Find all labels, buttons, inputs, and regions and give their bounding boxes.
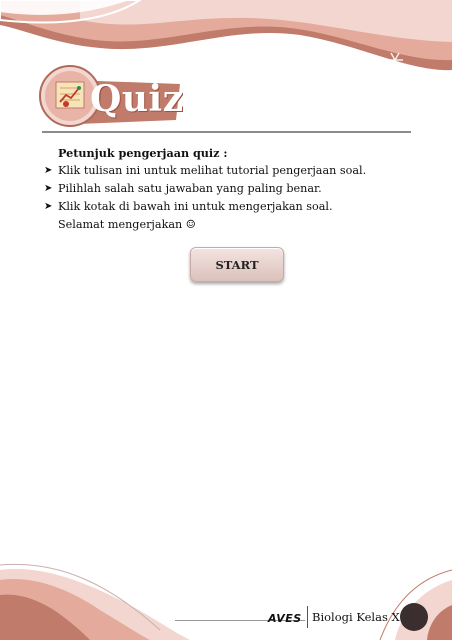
start-button[interactable]: START xyxy=(190,247,284,282)
arrow-right-icon: ➤ xyxy=(44,183,53,194)
arrow-right-icon: ➤ xyxy=(44,165,53,176)
footer-dot xyxy=(400,603,428,631)
instructions-heading: Petunjuk pengerjaan quiz : xyxy=(58,146,228,160)
list-item[interactable] xyxy=(44,163,424,178)
tutorial-link[interactable]: Klik tulisan ini untuk melihat tutorial pengerjaan soal. xyxy=(58,164,367,177)
closing-text: Selamat mengerjakan ☺ xyxy=(58,218,196,231)
list-item xyxy=(44,199,424,214)
header-divider xyxy=(42,131,411,133)
instructions-list xyxy=(44,163,424,214)
arrow-right-icon: ➤ xyxy=(44,201,53,212)
chart-icon xyxy=(56,82,84,108)
page-title: Quiz xyxy=(90,78,184,120)
instructions-block xyxy=(44,146,424,232)
footer-separator xyxy=(307,606,308,628)
footer-subject: Biologi Kelas X xyxy=(312,610,400,624)
list-item-text: Klik kotak di bawah ini untuk mengerjakan soal. xyxy=(58,200,333,213)
list-item-text: Pilihlah salah satu jawaban yang paling benar. xyxy=(58,182,322,195)
bottom-wave-decoration xyxy=(0,560,452,640)
brand-logo: AVES xyxy=(268,612,302,625)
list-item xyxy=(44,181,424,196)
